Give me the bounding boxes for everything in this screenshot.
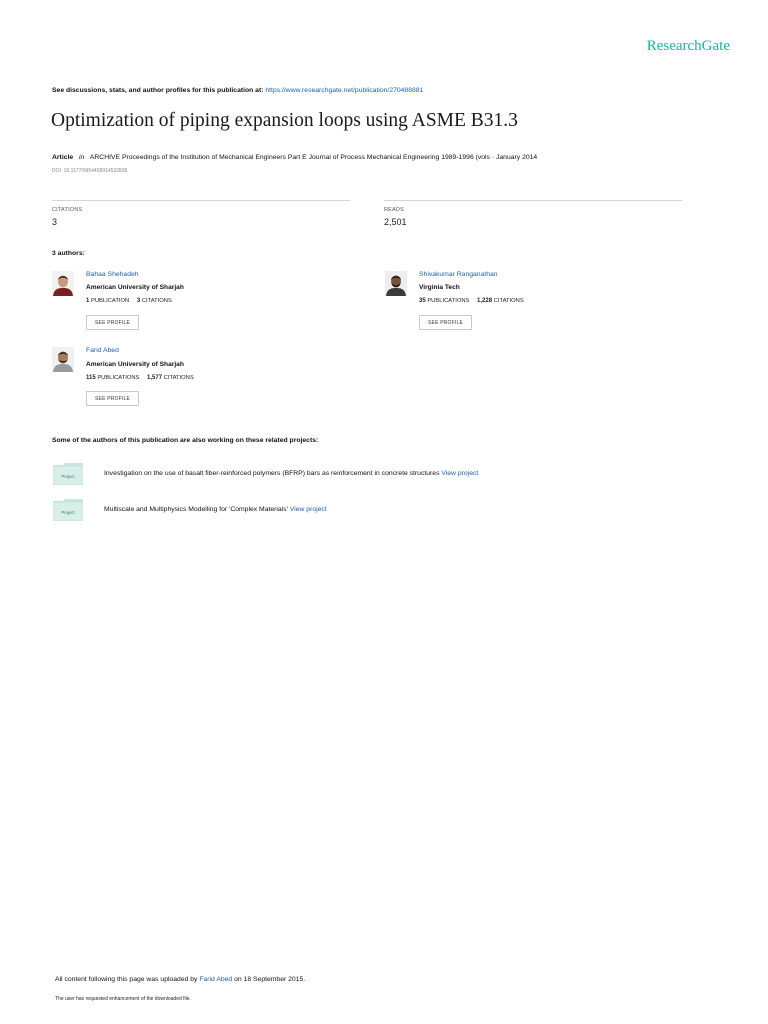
citations-divider: [52, 200, 350, 201]
author-name-bahaa-shehadeh[interactable]: Bahaa Shehadeh: [86, 271, 139, 278]
publications-label: PUBLICATIONS: [427, 298, 470, 304]
journal-name: ARCHIVE Proceedings of the Institution of Mechanical Engineers Part E Journal of Process Mechanical Engineering 1989-1996 (vols · January 2014: [89, 154, 538, 161]
author-institution: American University of Sharjah: [86, 361, 184, 368]
avatar-shivakumar-ranganathan[interactable]: [385, 271, 407, 296]
project-icon-label: Project: [61, 474, 75, 479]
reads-divider: [384, 200, 682, 201]
in-word: in: [79, 154, 85, 161]
project-folder-icon: [53, 463, 83, 485]
discussion-prefix: See discussions, stats, and author profiles for this publication at:: [52, 87, 264, 94]
project-title: Investigation on the use of basalt fiber-reinforced polymers (BFRP) bars as reinforcement in concrete structures: [104, 470, 440, 477]
discussion-line: [52, 87, 423, 94]
author-institution: American University of Sharjah: [86, 284, 184, 291]
person-photo-icon: [385, 271, 407, 296]
publications-count: 115: [86, 375, 96, 381]
publications-label: PUBLICATIONS: [97, 375, 140, 381]
see-profile-button[interactable]: SEE PROFILE: [86, 391, 139, 406]
see-profile-button[interactable]: SEE PROFILE: [419, 315, 472, 330]
see-profile-button[interactable]: SEE PROFILE: [86, 315, 139, 330]
citations-value: 3: [52, 217, 58, 227]
uploaded-note: [55, 976, 305, 983]
project-title: Multiscale and Multiphysics Modelling for 'Complex Materials': [104, 506, 288, 513]
researchgate-logo[interactable]: ResearchGate: [646, 38, 730, 54]
uploaded-suffix: on 18 September 2015.: [234, 976, 306, 983]
reads-value: 2,501: [384, 217, 407, 227]
citations-label: CITATIONS: [141, 298, 172, 304]
avatar-farid-abed[interactable]: [52, 347, 74, 372]
citations-label: CITATIONS: [52, 207, 83, 213]
project-item: [104, 506, 327, 513]
uploader-link[interactable]: Farid Abed: [199, 976, 233, 983]
avatar-bahaa-shehadeh[interactable]: [52, 271, 74, 296]
author-stats: [86, 298, 172, 304]
paper-title: Optimization of piping expansion loops using ASME B31.3: [51, 110, 518, 131]
author-name-farid-abed[interactable]: Farid Abed: [86, 347, 119, 354]
citations-label: CITATIONS: [163, 375, 194, 381]
author-stats: [86, 375, 194, 381]
author-institution: Virginia Tech: [419, 284, 460, 291]
publications-label: PUBLICATION: [90, 298, 130, 304]
author-stats: [419, 298, 524, 304]
paper-meta: [52, 154, 537, 161]
projects-heading: Some of the authors of this publication are also working on these related projects:: [52, 437, 319, 444]
author-name-shivakumar-ranganathan[interactable]: Shivakumar Ranganathan: [419, 271, 498, 278]
project-folder-icon: [53, 499, 83, 521]
view-project-link[interactable]: View project: [289, 506, 327, 513]
enhancement-note: The user has requested enhancement of the downloaded file.: [55, 996, 191, 1002]
project-icon-label: Project: [61, 510, 75, 515]
person-photo-icon: [52, 347, 74, 372]
citations-count: 3: [136, 298, 141, 304]
authors-heading: 3 authors:: [52, 250, 85, 257]
uploaded-prefix: All content following this page was uploaded by: [55, 976, 198, 983]
citations-label: CITATIONS: [493, 298, 524, 304]
publication-url-link[interactable]: https://www.researchgate.net/publication/270488881: [265, 87, 424, 94]
publications-count: 35: [419, 298, 426, 304]
person-photo-icon: [52, 271, 74, 296]
view-project-link[interactable]: View project: [441, 470, 479, 477]
publications-count: 1: [86, 298, 90, 304]
doi: DOI: 10.1177/0954408914532808: [52, 168, 128, 174]
reads-label: READS: [384, 207, 404, 213]
article-type: Article: [52, 154, 74, 161]
citations-count: 1,577: [147, 375, 163, 381]
project-item: [104, 470, 478, 477]
citations-count: 1,228: [477, 298, 493, 304]
